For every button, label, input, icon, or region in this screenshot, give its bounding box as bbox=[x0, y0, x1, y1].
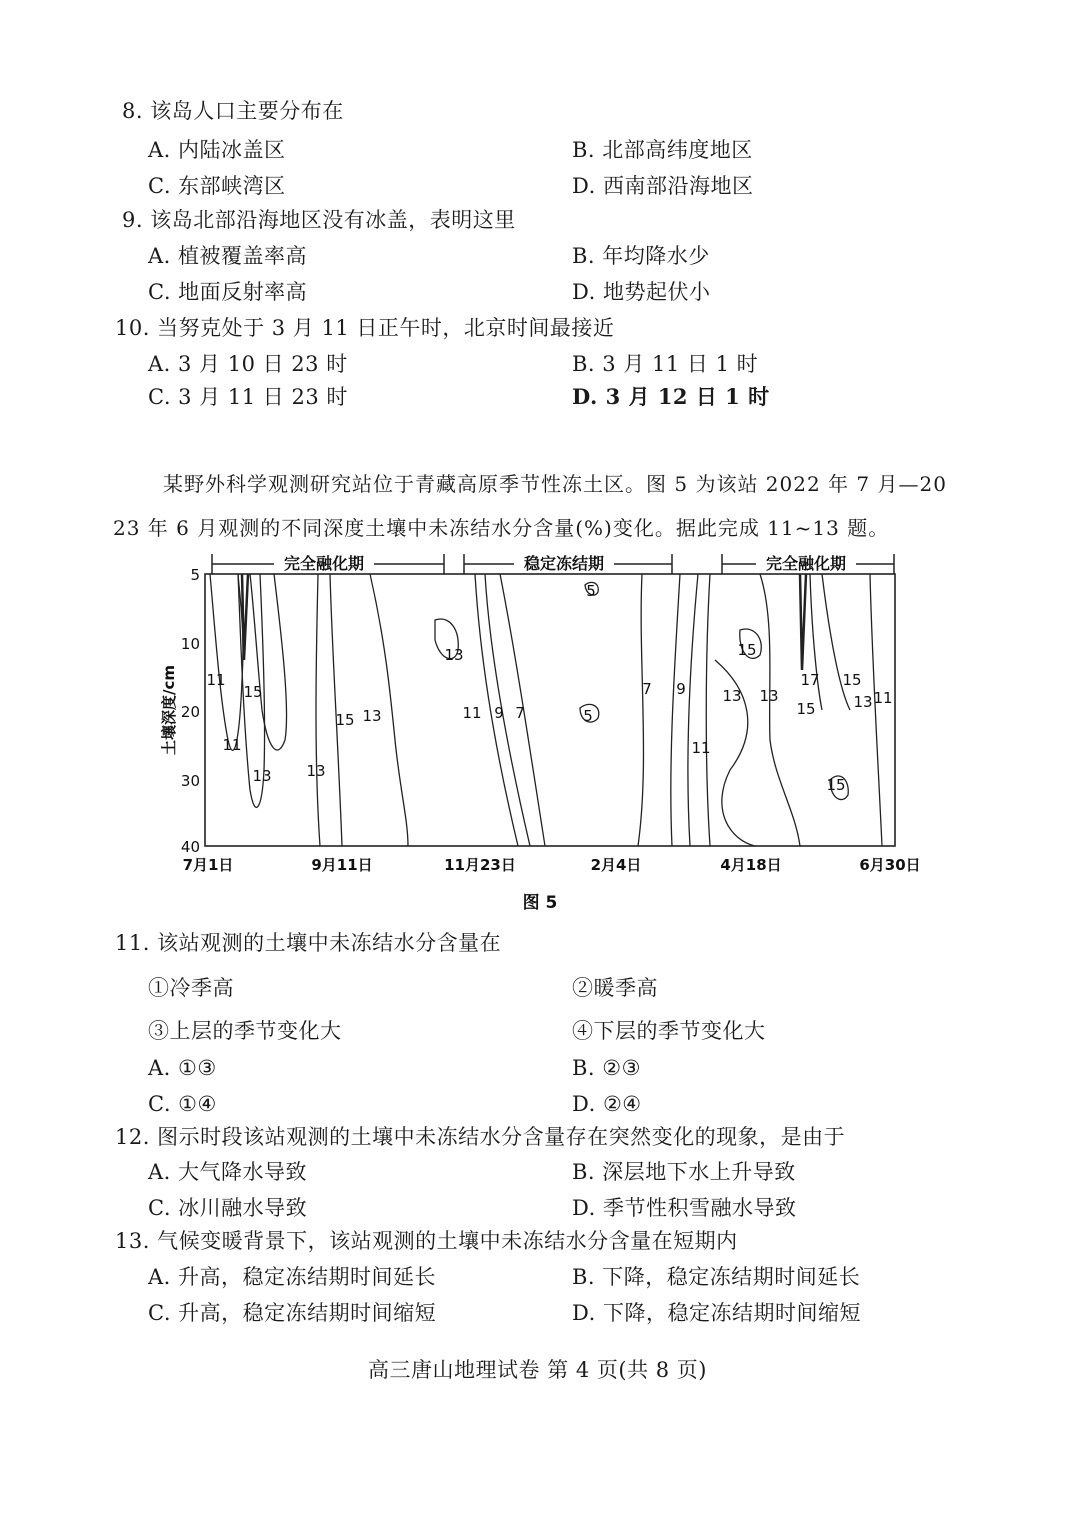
q10-option-d: D. 3 月 12 日 1 时 bbox=[572, 384, 770, 409]
q8-option-d: D. 西南部沿海地区 bbox=[572, 174, 754, 198]
q11-option-a: A. ①③ bbox=[148, 1056, 217, 1080]
q12-option-c: C. 冰川融水导致 bbox=[148, 1196, 308, 1220]
contour-label: 15 bbox=[842, 671, 862, 689]
q9-stem: 9. 该岛北部沿海地区没有冰盖，表明这里 bbox=[122, 208, 516, 232]
q11-item-1: ①冷季高 bbox=[148, 976, 234, 1000]
q11-item-4: ④下层的季节变化大 bbox=[572, 1019, 766, 1043]
y-tick: 30 bbox=[180, 772, 200, 790]
contour-label: 7 bbox=[642, 680, 652, 698]
x-tick: 11月23日 bbox=[444, 856, 516, 874]
q12-stem: 12. 图示时段该站观测的土壤中未冻结水分含量存在突然变化的现象，是由于 bbox=[115, 1125, 846, 1149]
q11-item-3: ③上层的季节变化大 bbox=[148, 1019, 342, 1043]
q11-option-c: C. ①④ bbox=[148, 1092, 217, 1116]
contour-label: 11 bbox=[462, 704, 482, 722]
q13-option-c: C. 升高，稳定冻结期时间缩短 bbox=[148, 1301, 437, 1325]
contour-label: 13 bbox=[722, 687, 742, 705]
contour-label: 13 bbox=[853, 693, 873, 711]
contour-label: 15 bbox=[737, 641, 757, 659]
q11-stem: 11. 该站观测的土壤中未冻结水分含量在 bbox=[115, 931, 502, 955]
x-tick: 7月1日 bbox=[182, 856, 234, 874]
x-tick: 4月18日 bbox=[720, 856, 782, 874]
page-footer: 高三唐山地理试卷 第 4 页(共 8 页) bbox=[368, 1358, 707, 1382]
q10-option-b: B. 3 月 11 日 1 时 bbox=[572, 352, 759, 376]
q9-option-c: C. 地面反射率高 bbox=[148, 280, 308, 304]
contour-label: 17 bbox=[800, 671, 820, 689]
period-label-2: 稳定冻结期 bbox=[523, 554, 605, 573]
contour-label: 15 bbox=[243, 683, 263, 701]
y-tick: 10 bbox=[180, 635, 200, 653]
contour-label: 13 bbox=[252, 767, 272, 785]
q12-option-b: B. 深层地下水上升导致 bbox=[572, 1160, 796, 1184]
q10-option-c: C. 3 月 11 日 23 时 bbox=[148, 385, 348, 409]
contour-lines bbox=[210, 574, 882, 846]
contour-label: 9 bbox=[676, 680, 686, 698]
q8-option-a: A. 内陆冰盖区 bbox=[148, 138, 286, 162]
q12-option-a: A. 大气降水导致 bbox=[148, 1160, 308, 1184]
contour-label: 7 bbox=[515, 704, 525, 722]
y-axis-label: 土壤深度/cm bbox=[160, 664, 178, 756]
contour-label: 11 bbox=[691, 739, 711, 757]
x-tick: 9月11日 bbox=[311, 856, 373, 874]
plot-frame bbox=[205, 574, 895, 846]
contour-label: 15 bbox=[335, 711, 355, 729]
contour-label: 11 bbox=[873, 689, 893, 707]
y-tick: 5 bbox=[190, 566, 200, 584]
contour-label: 11 bbox=[222, 736, 242, 754]
q8-stem: 8. 该岛人口主要分布在 bbox=[122, 99, 344, 123]
q13-stem: 13. 气候变暖背景下，该站观测的土壤中未冻结水分含量在短期内 bbox=[115, 1229, 738, 1253]
q11-item-2: ②暖季高 bbox=[572, 976, 658, 1000]
intro-line-1: 某野外科学观测研究站位于青藏高原季节性冻土区。图 5 为该站 2022 年 7 月—20 bbox=[163, 472, 947, 496]
contour-labels bbox=[206, 582, 892, 794]
figure-caption: 图 5 bbox=[522, 893, 558, 913]
y-tick: 40 bbox=[180, 838, 200, 856]
q11-option-b: B. ②③ bbox=[572, 1056, 641, 1080]
q8-option-c: C. 东部峡湾区 bbox=[148, 174, 286, 198]
period-label-3: 完全融化期 bbox=[765, 554, 847, 573]
contour-label: 13 bbox=[306, 762, 326, 780]
q10-option-a: A. 3 月 10 日 23 时 bbox=[148, 352, 348, 376]
q13-option-d: D. 下降，稳定冻结期时间缩短 bbox=[572, 1301, 861, 1325]
x-tick: 2月4日 bbox=[590, 856, 642, 874]
q8-option-b: B. 北部高纬度地区 bbox=[572, 138, 753, 162]
figure-5-chart bbox=[150, 540, 940, 920]
period-label-1: 完全融化期 bbox=[283, 554, 365, 573]
q10-stem: 10. 当努克处于 3 月 11 日正午时，北京时间最接近 bbox=[115, 316, 615, 340]
contour-label: 13 bbox=[444, 646, 464, 664]
contour-label: 5 bbox=[586, 582, 596, 600]
x-tick: 6月30日 bbox=[859, 856, 921, 874]
contour-label: 15 bbox=[826, 776, 846, 794]
q9-option-d: D. 地势起伏小 bbox=[572, 280, 711, 304]
y-tick: 20 bbox=[180, 703, 200, 721]
contour-label: 5 bbox=[583, 707, 593, 725]
contour-label: 11 bbox=[206, 671, 226, 689]
q9-option-b: B. 年均降水少 bbox=[572, 244, 710, 268]
contour-label: 9 bbox=[494, 704, 504, 722]
q11-option-d: D. ②④ bbox=[572, 1092, 642, 1116]
contour-label: 15 bbox=[796, 700, 816, 718]
contour-label: 13 bbox=[362, 707, 382, 725]
q13-option-a: A. 升高，稳定冻结期时间延长 bbox=[148, 1265, 437, 1289]
q13-option-b: B. 下降，稳定冻结期时间延长 bbox=[572, 1265, 861, 1289]
contour-label: 13 bbox=[759, 687, 779, 705]
q9-option-a: A. 植被覆盖率高 bbox=[148, 244, 308, 268]
q12-option-d: D. 季节性积雪融水导致 bbox=[572, 1196, 797, 1220]
intro-line-2: 23 年 6 月观测的不同深度土壤中未冻结水分含量(%)变化。据此完成 11~13 题。 bbox=[113, 516, 890, 540]
